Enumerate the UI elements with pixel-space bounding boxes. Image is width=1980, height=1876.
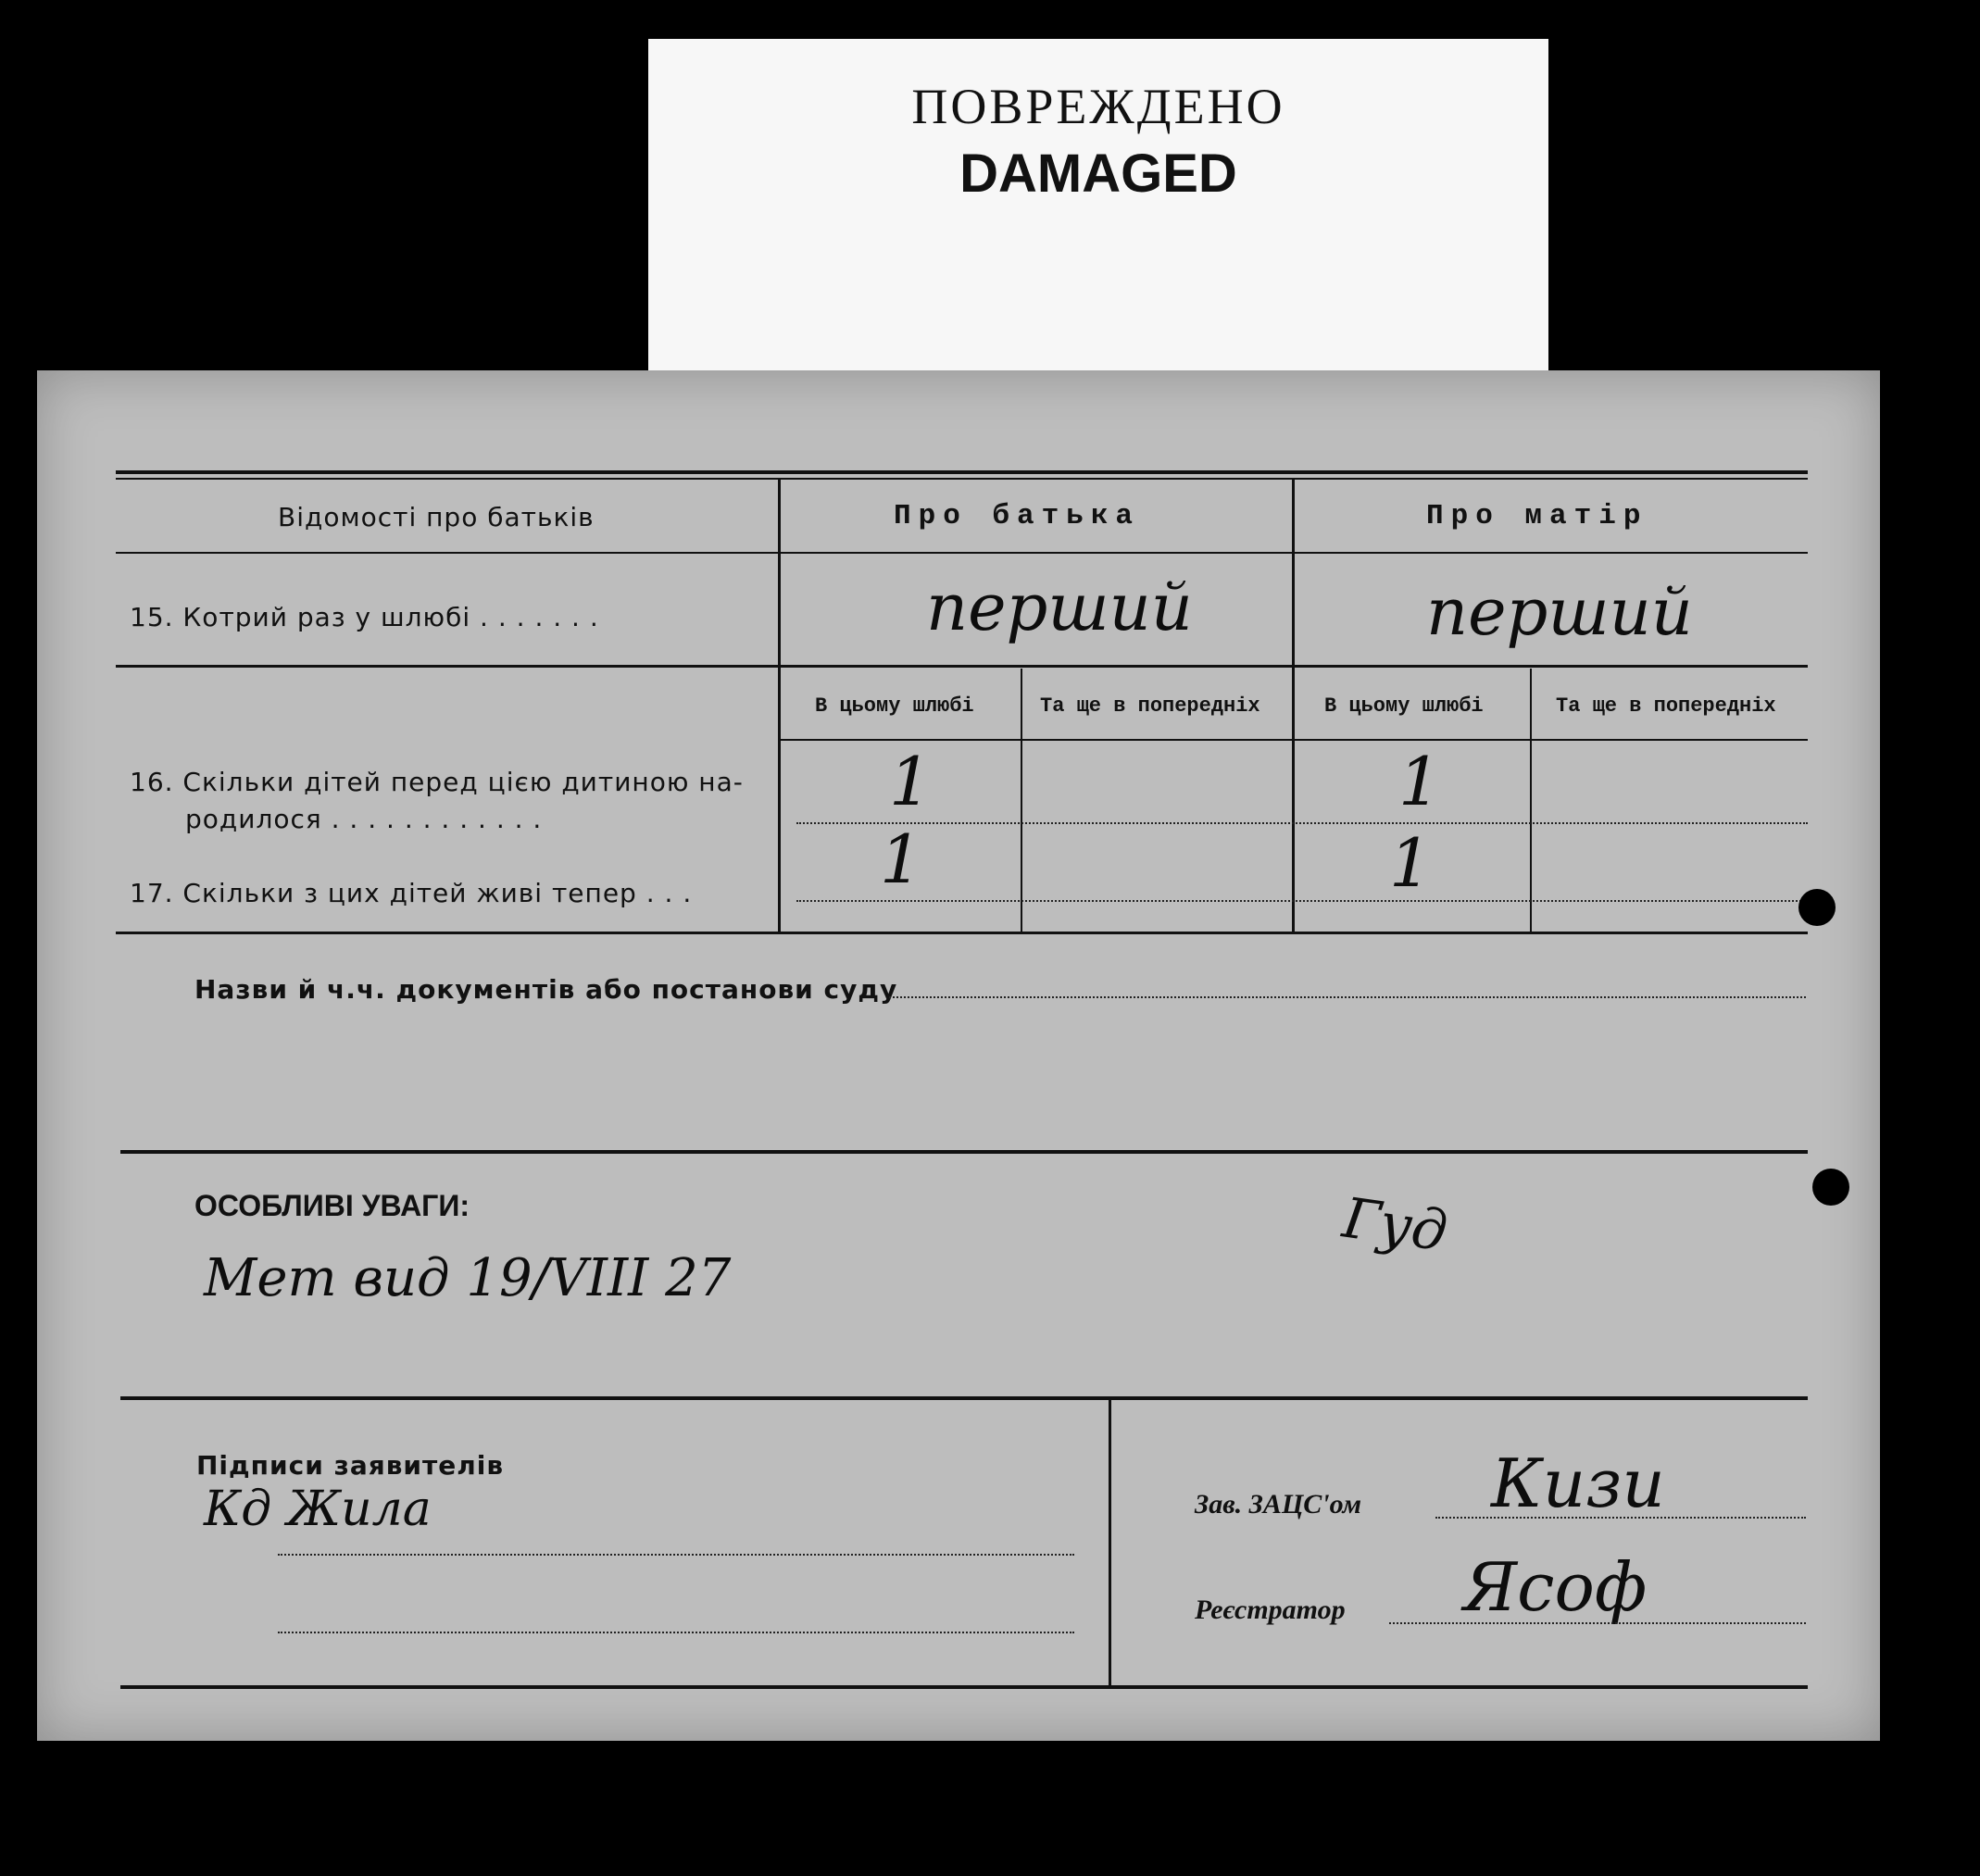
applicant-line-2 bbox=[278, 1632, 1074, 1633]
row16-label-line2: родилося . . . . . . . . . . . . bbox=[185, 804, 543, 834]
row17-dotted-line bbox=[796, 900, 1808, 902]
top-rule bbox=[116, 470, 1808, 474]
subheader-bottom-rule bbox=[781, 739, 1808, 741]
document-sheet bbox=[37, 370, 1880, 1741]
documents-dotted-line bbox=[889, 996, 1806, 998]
damaged-label-english: DAMAGED bbox=[959, 144, 1237, 204]
signatures-divider bbox=[1109, 1400, 1111, 1685]
row16-mother-this-marriage: 1 bbox=[1398, 743, 1441, 820]
notes-handwritten: Мет вид 19/VIII 27 bbox=[204, 1248, 732, 1308]
head-of-registry-signature: Кизи bbox=[1491, 1445, 1665, 1522]
row15-father-value: перший bbox=[926, 569, 1193, 645]
row17-bottom-rule bbox=[116, 932, 1808, 934]
col-divider-2 bbox=[1292, 480, 1295, 933]
subheader-mother-this-marriage: В цьому шлюбі bbox=[1324, 694, 1484, 718]
punch-hole bbox=[1798, 889, 1836, 926]
row16-dotted-line bbox=[796, 822, 1808, 824]
damaged-label-ukrainian: ПОВРЕЖДЕНО bbox=[911, 79, 1285, 134]
damaged-label-card bbox=[648, 39, 1548, 378]
subheader-mother-previous: Та ще в попередніх bbox=[1556, 694, 1776, 718]
header-about-father: Про батька bbox=[894, 500, 1141, 532]
row16-label-line1: 16. Скільки дітей перед цією дитиною на- bbox=[130, 767, 744, 797]
row16-father-this-marriage: 1 bbox=[889, 743, 932, 820]
subcol-divider-father bbox=[1021, 669, 1022, 933]
top-rule-thin bbox=[116, 478, 1808, 480]
bottom-rule bbox=[120, 1685, 1808, 1689]
registrar-line bbox=[1389, 1622, 1806, 1624]
header-about-mother: Про матір bbox=[1426, 500, 1648, 532]
punch-hole bbox=[1812, 1169, 1849, 1206]
signatures-top-rule bbox=[120, 1396, 1808, 1400]
applicant-line-1 bbox=[278, 1554, 1074, 1556]
header-info-about-parents: Відомості про батьків bbox=[278, 502, 595, 532]
applicants-label: Підписи заявителів bbox=[196, 1450, 505, 1481]
subheader-father-previous: Та ще в попередніх bbox=[1040, 694, 1260, 718]
documents-label: Назви й ч.ч. документів або постанови суду bbox=[194, 974, 898, 1005]
subcol-divider-mother bbox=[1530, 669, 1532, 933]
row15-bottom-rule bbox=[116, 665, 1808, 668]
registrar-label: Реєстратор bbox=[1195, 1595, 1346, 1625]
notes-top-rule bbox=[120, 1150, 1808, 1154]
applicant-signature: Кд Жила bbox=[204, 1482, 432, 1537]
head-of-registry-label: Зав. ЗАЦС'ом bbox=[1195, 1489, 1362, 1520]
notes-mark: Гуд bbox=[1338, 1185, 1451, 1265]
row17-mother-this-marriage: 1 bbox=[1389, 824, 1432, 902]
registrar-signature: Ясоф bbox=[1463, 1548, 1648, 1626]
row15-label: 15. Котрий раз у шлюбі . . . . . . . bbox=[130, 602, 599, 632]
header-bottom-rule bbox=[116, 552, 1808, 554]
col-divider-1 bbox=[778, 480, 781, 933]
row17-father-this-marriage: 1 bbox=[880, 820, 922, 898]
head-of-registry-line bbox=[1435, 1517, 1806, 1519]
subheader-father-this-marriage: В цьому шлюбі bbox=[815, 694, 974, 718]
notes-label: ОСОБЛИВІ УВАГИ: bbox=[194, 1189, 470, 1222]
row17-label: 17. Скільки з цих дітей живі тепер . . . bbox=[130, 878, 693, 908]
row15-mother-value: перший bbox=[1426, 574, 1693, 650]
